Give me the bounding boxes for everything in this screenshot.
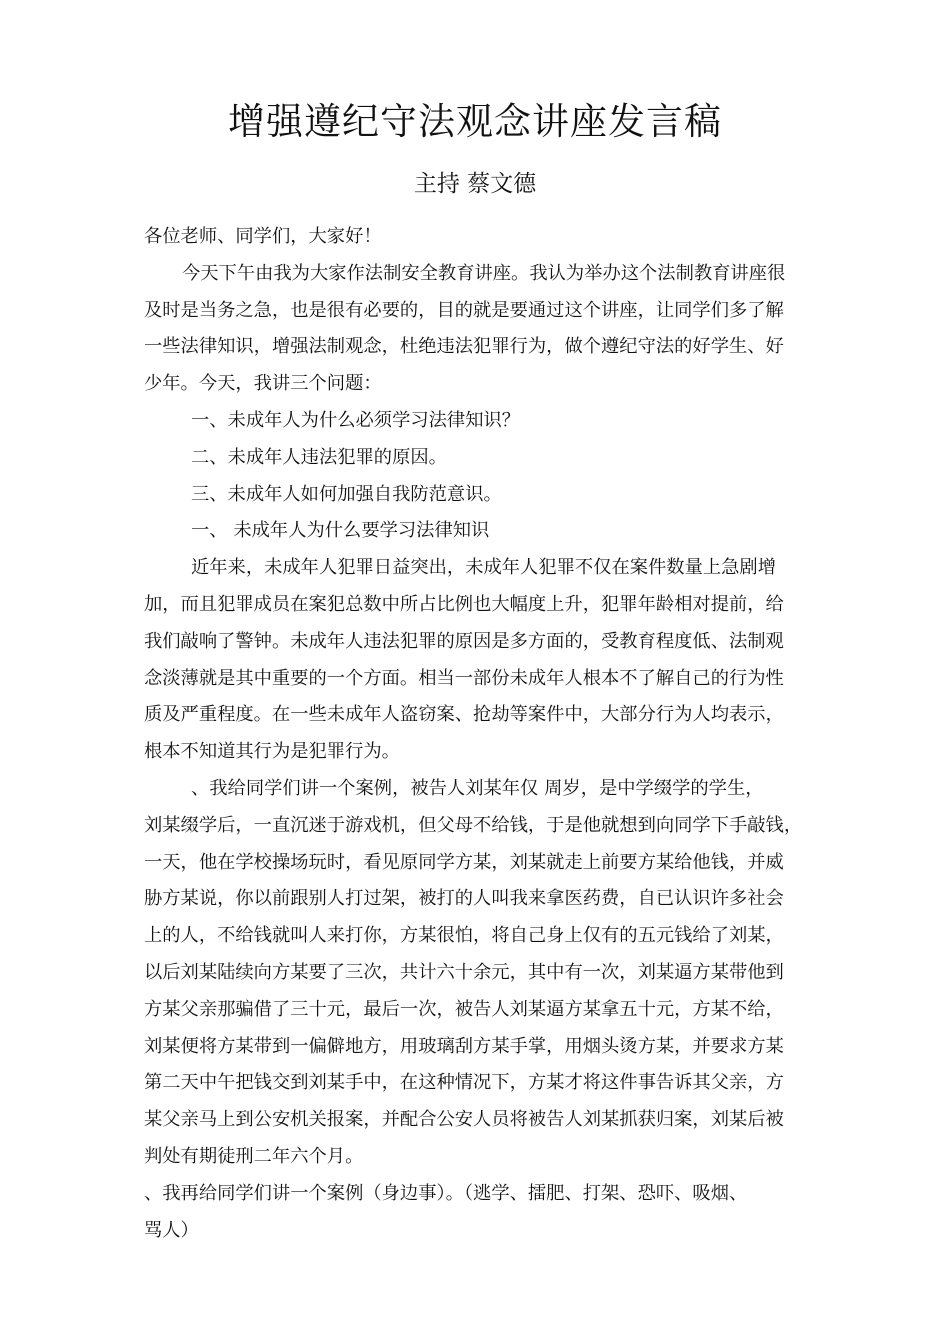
intro-line: 今天下午由我为大家作法制安全教育讲座。我认为举办这个法制教育讲座很 — [182, 262, 786, 284]
greeting-line: 各位老师、同学们，大家好！ — [144, 226, 382, 247]
section-line: 近年来，未成年人犯罪日益突出，未成年人犯罪不仅在案件数量上急剧增 — [191, 557, 776, 579]
case1-line: 一天，他在学校操场玩时，看见原同学方某，刘某就走上前要方某给他钱，并威 — [144, 851, 784, 873]
case1-line: 胁方某说，你以前跟别人打过架，被打的人叫我来拿医药费，自已认识许多社会 — [144, 888, 784, 910]
document-title: 增强遵纪守法观念讲座发言稿 — [228, 100, 722, 143]
case1-line: 判处有期徒刑二年六个月。 — [144, 1145, 364, 1167]
intro-line: 及时是当务之急，也是很有必要的，目的就是要通过这个讲座，让同学们多了解 — [144, 299, 784, 321]
section-line: 我们敲响了警钟。未成年人违法犯罪的原因是多方面的，受教育程度低、法制观 — [144, 630, 784, 652]
section-line: 加，而且犯罪成员在案犯总数中所占比例也大幅度上升，犯罪年龄相对提前，给 — [144, 593, 784, 615]
case1-line: 方某父亲那骗借了三十元，最后一次，被告人刘某逼方某拿五十元，方某不给， — [144, 998, 784, 1020]
intro-line: 少年。今天，我讲三个问题： — [144, 373, 382, 395]
section-line: 根本不知道其行为是犯罪行为。 — [144, 741, 400, 763]
case1-line: 某父亲马上到公安机关报案，并配合公安人员将被告人刘某抓获归案，刘某后被 — [144, 1109, 784, 1131]
document-body — [144, 219, 808, 1249]
case2-line: 、我再给同学们讲一个案例（身边事）。（逃学、擂肥、打架、恐吓、吸烟、 — [144, 1182, 748, 1204]
case1-line: 刘某缀学后，一直沉迷于游戏机，但父母不给钱，于是他就想到向同学下手敲钱， — [144, 814, 803, 836]
section-line: 念淡薄就是其中重要的一个方面。相当一部份未成年人根本不了解自己的行为性 — [144, 667, 784, 689]
greeting-paragraph — [144, 219, 808, 256]
case1-line: 上的人，不给钱就叫人来打你，方某很怕，将自己身上仅有的五元钱给了刘某， — [144, 925, 784, 947]
topic-item: 三、未成年人如何加强自我防范意识。 — [191, 483, 502, 505]
case1-line: 第二天中午把钱交到刘某手中，在这种情况下，方某才将这件事告诉其父亲，方 — [144, 1072, 784, 1094]
topic-item: 二、未成年人违法犯罪的原因。 — [191, 446, 447, 468]
case1-line: 刘某便将方某带到一偏僻地方，用玻璃刮方某手掌，用烟头烫方某，并要求方某 — [144, 1035, 784, 1057]
host-line: 主持 蔡文德 — [413, 171, 537, 197]
intro-paragraph — [144, 256, 808, 403]
section-heading: 一、 未成年人为什么要学习法律知识 — [191, 520, 490, 542]
case1-line: 以后刘某陆续向方某要了三次，共计六十余元，其中有一次，刘某逼方某带他到 — [144, 961, 784, 983]
section-paragraph — [144, 550, 808, 771]
case1-paragraph — [144, 771, 808, 1176]
intro-line: 一些法律知识，增强法制观念，杜绝违法犯罪行为，做个遵纪守法的好学生、好 — [144, 336, 784, 358]
topic-item: 一、未成年人为什么必须学习法律知识？ — [191, 409, 521, 431]
case1-line: 、我给同学们讲一个案例，被告人刘某年仅 周岁，是中学缀学的学生， — [191, 777, 764, 799]
case2-paragraph — [144, 1176, 808, 1250]
section-line: 质及严重程度。在一些未成年人盗窃案、抢劫等案件中，大部分行为人均表示， — [144, 704, 784, 726]
case2-line: 骂人） — [144, 1219, 199, 1241]
section-heading-block — [144, 513, 808, 550]
topics-list — [144, 403, 808, 513]
